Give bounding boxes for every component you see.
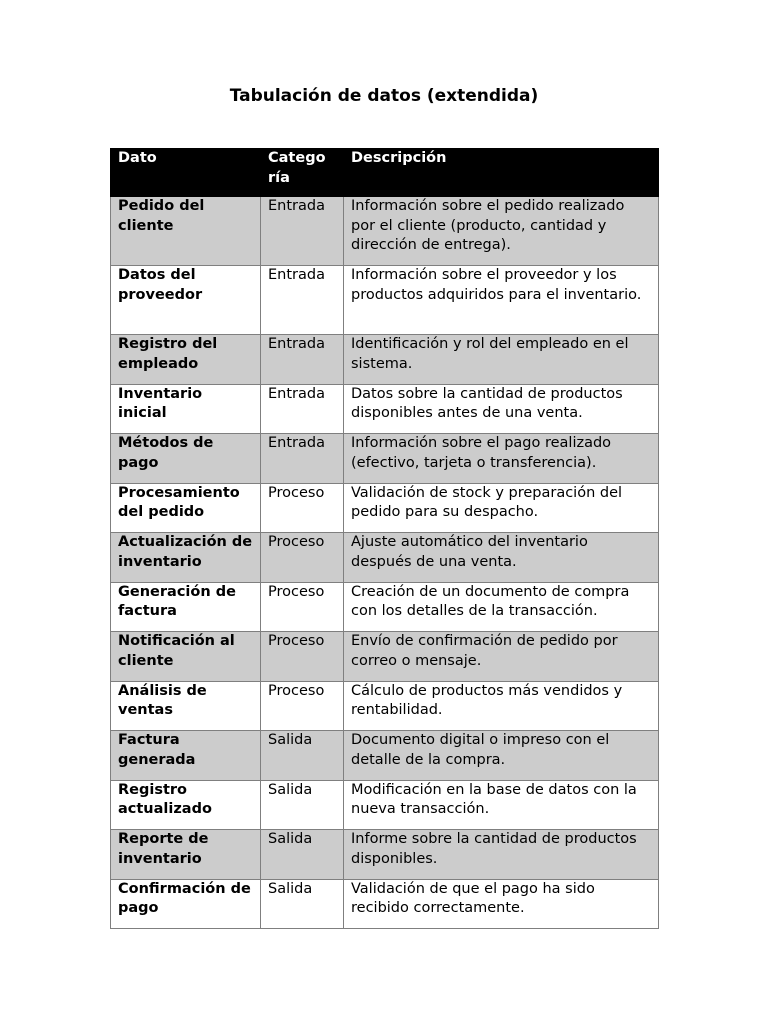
cell-dato: Actualización de inventario xyxy=(111,533,261,583)
cell-categoria: Entrada xyxy=(261,266,344,335)
table-row xyxy=(111,582,659,632)
cell-dato: Registro actualizado xyxy=(111,780,261,830)
data-table xyxy=(110,148,659,929)
cell-categoria: Proceso xyxy=(261,483,344,533)
cell-dato: Notificación al cliente xyxy=(111,632,261,682)
cell-dato: Reporte de inventario xyxy=(111,830,261,880)
cell-descripcion: Información sobre el pedido realizado por el cliente (producto, cantidad y dirección de entrega). xyxy=(344,197,659,266)
table-row xyxy=(111,533,659,583)
table-row xyxy=(111,632,659,682)
table-row xyxy=(111,731,659,781)
table-row xyxy=(111,830,659,880)
cell-categoria: Entrada xyxy=(261,197,344,266)
cell-dato: Generación de factura xyxy=(111,582,261,632)
cell-categoria: Entrada xyxy=(261,434,344,484)
cell-descripcion: Informe sobre la cantidad de productos disponibles. xyxy=(344,830,659,880)
cell-dato: Factura generada xyxy=(111,731,261,781)
header-descripcion: Descripción xyxy=(344,149,659,197)
cell-descripcion: Modificación en la base de datos con la nueva transacción. xyxy=(344,780,659,830)
cell-dato: Inventario inicial xyxy=(111,384,261,434)
table-row xyxy=(111,879,659,929)
table-row xyxy=(111,335,659,385)
page-title: Tabulación de datos (extendida) xyxy=(229,86,539,106)
table-row xyxy=(111,483,659,533)
cell-descripcion: Validación de stock y preparación del pedido para su despacho. xyxy=(344,483,659,533)
cell-categoria: Proceso xyxy=(261,582,344,632)
cell-dato: Procesamiento del pedido xyxy=(111,483,261,533)
table-row xyxy=(111,780,659,830)
cell-descripcion: Información sobre el proveedor y los productos adquiridos para el inventario. xyxy=(344,266,659,335)
table-row xyxy=(111,681,659,731)
cell-descripcion: Creación de un documento de compra con los detalles de la transacción. xyxy=(344,582,659,632)
cell-descripcion: Ajuste automático del inventario después de una venta. xyxy=(344,533,659,583)
table-row xyxy=(111,266,659,335)
table-row xyxy=(111,434,659,484)
cell-descripcion: Identificación y rol del empleado en el sistema. xyxy=(344,335,659,385)
cell-categoria: Salida xyxy=(261,731,344,781)
table-row xyxy=(111,197,659,266)
header-dato: Dato xyxy=(111,149,261,197)
cell-descripcion: Documento digital o impreso con el detalle de la compra. xyxy=(344,731,659,781)
cell-descripcion: Validación de que el pago ha sido recibido correctamente. xyxy=(344,879,659,929)
cell-categoria: Proceso xyxy=(261,632,344,682)
cell-categoria: Proceso xyxy=(261,533,344,583)
cell-descripcion: Datos sobre la cantidad de productos disponibles antes de una venta. xyxy=(344,384,659,434)
cell-categoria: Salida xyxy=(261,830,344,880)
cell-categoria: Entrada xyxy=(261,335,344,385)
cell-dato: Confirmación de pago xyxy=(111,879,261,929)
cell-categoria: Proceso xyxy=(261,681,344,731)
cell-descripcion: Cálculo de productos más vendidos y rentabilidad. xyxy=(344,681,659,731)
cell-dato: Métodos de pago xyxy=(111,434,261,484)
cell-categoria: Entrada xyxy=(261,384,344,434)
header-categoria: Catego ría xyxy=(261,149,344,197)
cell-dato: Registro del empleado xyxy=(111,335,261,385)
cell-descripcion: Envío de confirmación de pedido por correo o mensaje. xyxy=(344,632,659,682)
cell-dato: Pedido del cliente xyxy=(111,197,261,266)
cell-categoria: Salida xyxy=(261,879,344,929)
cell-categoria: Salida xyxy=(261,780,344,830)
table-header-row xyxy=(111,149,659,197)
cell-dato: Análisis de ventas xyxy=(111,681,261,731)
cell-dato: Datos del proveedor xyxy=(111,266,261,335)
cell-descripcion: Información sobre el pago realizado (efectivo, tarjeta o transferencia). xyxy=(344,434,659,484)
table-row xyxy=(111,384,659,434)
